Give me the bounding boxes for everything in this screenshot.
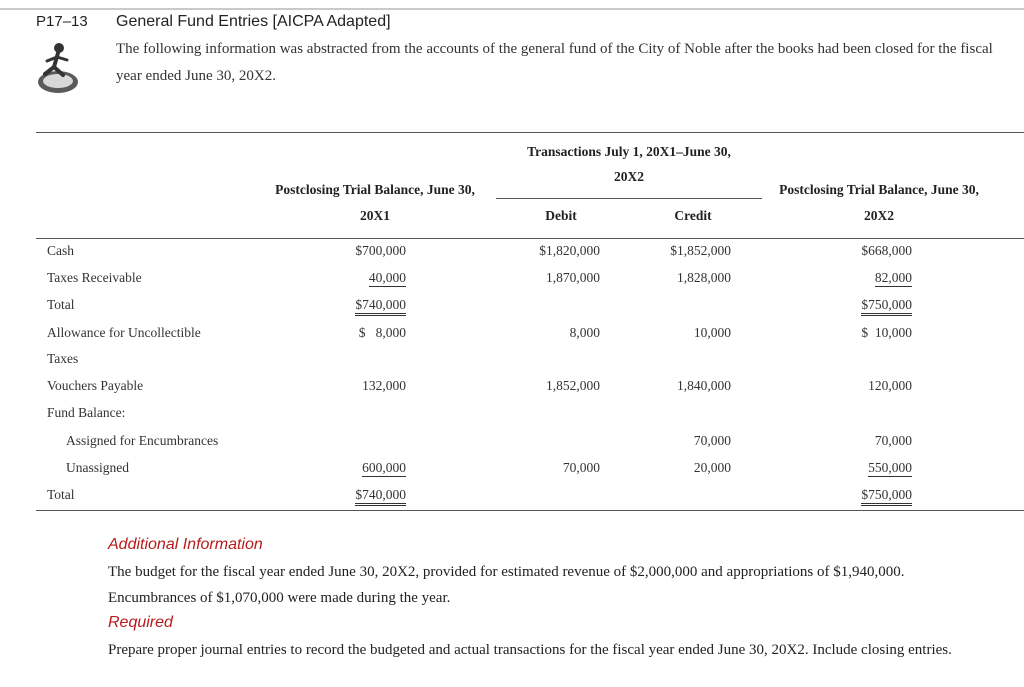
row-label-allowance: Allowance for Uncollectible — [47, 325, 201, 340]
row-label-taxes-receivable: Taxes Receivable — [47, 270, 142, 285]
row-label-unassigned: Unassigned — [66, 460, 129, 475]
tb2-total-final: $750,000 — [812, 487, 912, 503]
debit-unassigned: 70,000 — [562, 460, 600, 475]
debit-vouchers-payable: 1,852,000 — [546, 378, 600, 393]
debit-allowance: 8,000 — [569, 325, 600, 340]
additional-info-heading: Additional Information — [108, 536, 263, 553]
tb2-cash: $668,000 — [861, 243, 912, 258]
credit-allowance: 10,000 — [693, 325, 731, 340]
row-label-assigned-encumbrances: Assigned for Encumbrances — [66, 433, 219, 448]
row-label-vouchers-payable: Vouchers Payable — [47, 378, 144, 393]
problem-intro: The following information was abstracted from the accounts of the general fund of the City of Noble after the books had been closed for the fiscal year ended June 30, 20X2. — [116, 41, 993, 84]
row-label-taxes: Taxes — [47, 351, 79, 366]
row-label-total-final: Total — [47, 487, 75, 502]
col-tb2-header-line2: 20X2 — [864, 208, 894, 223]
credit-vouchers-payable: 1,840,000 — [677, 378, 731, 393]
col-tb2-header-line1: Postclosing Trial Balance, June 30, — [779, 182, 979, 197]
table-header-rule — [36, 238, 1024, 239]
tb1-vouchers-payable: 132,000 — [362, 378, 406, 393]
tb1-cash: $700,000 — [355, 243, 406, 258]
tb2-assigned-encumbrances: 70,000 — [874, 433, 912, 448]
tb2-unassigned: 550,000 — [868, 460, 912, 475]
col-credit-header: Credit — [674, 208, 712, 223]
top-divider — [0, 8, 1024, 10]
debit-cash: $1,820,000 — [539, 243, 600, 258]
col-transactions-header-line2: 20X2 — [614, 169, 644, 184]
table-top-rule — [36, 132, 1024, 133]
row-label-fund-balance: Fund Balance: — [47, 405, 126, 420]
problem-title: General Fund Entries [AICPA Adapted] — [116, 13, 391, 30]
col-tb1-header-line1: Postclosing Trial Balance, June 30, — [275, 182, 475, 197]
row-label-total: Total — [47, 297, 75, 312]
tb2-allowance: $ 10,000 — [861, 325, 912, 340]
credit-taxes-receivable: 1,828,000 — [677, 270, 731, 285]
transactions-header-rule — [496, 198, 762, 199]
tb2-taxes-receivable: 82,000 — [874, 270, 912, 285]
running-figure-icon — [32, 40, 84, 100]
additional-info-text: The budget for the fiscal year ended June 30, 20X2, provided for estimated revenue of $2,000,000 and appropriations of $1,940,000. Encumbrances of $1,070,000 were made during the year. — [108, 564, 905, 606]
tb1-allowance: $ 8,000 — [358, 325, 406, 340]
credit-unassigned: 20,000 — [693, 460, 731, 475]
tb1-taxes-receivable: 40,000 — [368, 270, 406, 285]
table-bottom-rule — [36, 510, 1024, 511]
tb1-total: $740,000 — [306, 297, 406, 313]
tb2-vouchers-payable: 120,000 — [868, 378, 912, 393]
debit-taxes-receivable: 1,870,000 — [546, 270, 600, 285]
row-label-cash: Cash — [47, 243, 74, 258]
tb1-unassigned: 600,000 — [362, 460, 406, 475]
tb1-total-final: $740,000 — [306, 487, 406, 503]
tb2-total: $750,000 — [812, 297, 912, 313]
col-debit-header: Debit — [545, 208, 577, 223]
col-transactions-header-line1: Transactions July 1, 20X1–June 30, — [527, 144, 731, 159]
credit-cash: $1,852,000 — [670, 243, 731, 258]
credit-assigned-encumbrances: 70,000 — [693, 433, 731, 448]
problem-number: P17–13 — [36, 13, 88, 30]
required-heading: Required — [108, 614, 173, 631]
required-text: Prepare proper journal entries to record the budgeted and actual transactions for the fiscal year ended June 30, 20X2. Include closing entries. — [108, 642, 952, 658]
col-tb1-header-line2: 20X1 — [360, 208, 390, 223]
